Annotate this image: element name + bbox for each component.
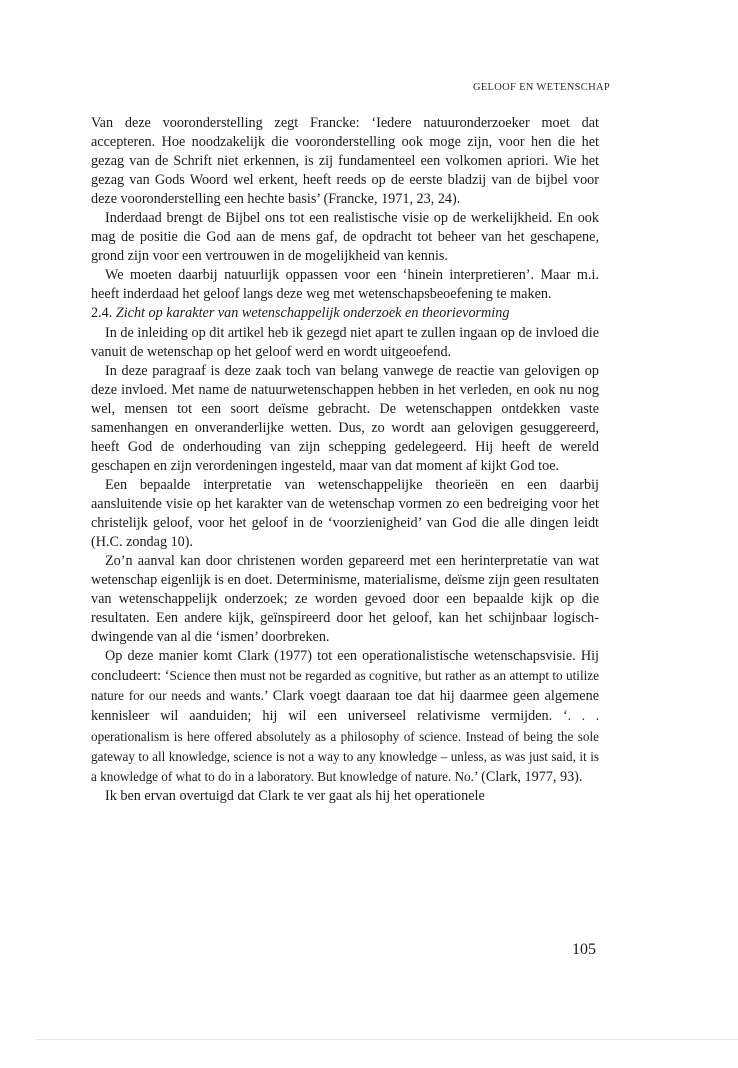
section-number: 2.4.: [91, 305, 113, 322]
page-number: 105: [572, 941, 596, 958]
paragraph: Een bepaalde interpretatie van wetenschappelijke theorieën en een daarbij aansluitende visie op het karakter van de wetenschap vormen zo een bedreiging voor het christelijk geloof, voor het geloof in de ‘voorzienigheid’ van God die alle dingen leidt (H.C. zondag 10).: [91, 476, 599, 551]
section-title: Zicht op karakter van wetenschappelijk onderzoek en theorievorming: [115, 305, 510, 322]
paragraph: Van deze vooronderstelling zegt Francke: ‘Iedere natuuronderzoeker moet dat accepteren. Hoe noodzakelijk die vooronderstelling ook moge zijn, voor hen die het gezag van de Schrift niet erkennen, is zij fundamenteel een volkomen apriori. Wie het gezag van Gods Woord wel erkent, heeft reeds op de eerste bladzij van de bijbel voor deze vooronderstelling een hechte basis’ (Francke, 1971, 23, 24).: [91, 115, 599, 208]
english-quote: Science then must not be regarded as cognitive, but rather as an attempt to utilize nature for our needs and wants.: [91, 668, 599, 704]
paragraph: Ik ben ervan overtuigd dat Clark te ver gaat als hij het operationele: [105, 787, 485, 804]
paragraph: We moeten daarbij natuurlijk oppassen voor een ‘hinein interpretieren’. Maar m.i. heeft inderdaad het geloof langs deze weg met wetenschapsbeoefening te maken.: [91, 267, 599, 303]
running-head: GELOOF EN WETENSCHAP: [472, 82, 610, 93]
english-quote: . . . operationalism is here offered absolutely as a philosophy of science. Instead of being the sole gateway to all knowledge, science is not a way to any knowledge – unless, as was just said, it is a knowledge of what to do in a laboratory. But knowledge of nature. No.: [91, 708, 599, 784]
paragraph: Zo’n aanval kan door christenen worden gepareerd met een herinterpretatie van wat wetenschap eigenlijk is en doet. Determinisme, materialisme, deïsme zijn geen resultaten van wetenschappelijk onderzoek; ze worden gevoed door een bepaalde kijk op die resultaten. Een andere kijk, geïnspireerd door het geloof, kan het schijnbaar logisch-dwingende van al die ‘ismen’ doorbreken.: [91, 553, 599, 646]
paragraph-text: Op deze manier komt Clark (1977) tot een operationalistische wetenschapsvisie. Hij concludeert: ‘: [91, 648, 599, 685]
paragraph: In deze paragraaf is deze zaak toch van belang vanwege de reactie van gelovigen op deze invloed. Met name de natuurwetenschappen hebben in het verleden, en ook nu nog wel, mensen tot een soort deïsme gebracht. De wetenschappen ontdekken vaste samenhangen en onveranderlijke wetten. Dus, zo wordt aan gelovigen gesuggereerd, heeft God de onderhouding van zijn schepping gedelegeerd. Hij heeft de wereld geschapen en zijn verordeningen ingesteld, maar van dat moment af kijkt God toe.: [91, 362, 599, 474]
scan-edge-line: [36, 1039, 738, 1040]
paragraph-text: ’ (Clark, 1977, 93).: [473, 768, 583, 785]
paragraph: [91, 647, 599, 786]
body-text: [91, 114, 599, 806]
paragraph-text: ’ Clark voegt daaraan toe dat hij daarmee geen algemene kennisleer wil aanduiden; hij wil een universeel relativisme vermijden. ‘: [91, 688, 599, 725]
section-heading: [91, 304, 599, 323]
paragraph: Inderdaad brengt de Bijbel ons tot een realistische visie op de werkelijkheid. En ook mag de positie die God aan de mens gaf, de opdracht tot beheer van het geschapene, grond zijn voor een vertrouwen in de mogelijkheid van kennis.: [91, 210, 599, 265]
paragraph: In de inleiding op dit artikel heb ik gezegd niet apart te zullen ingaan op de invloed die vanuit de wetenschap op het geloof werd en wordt uitgeoefend.: [91, 324, 599, 360]
